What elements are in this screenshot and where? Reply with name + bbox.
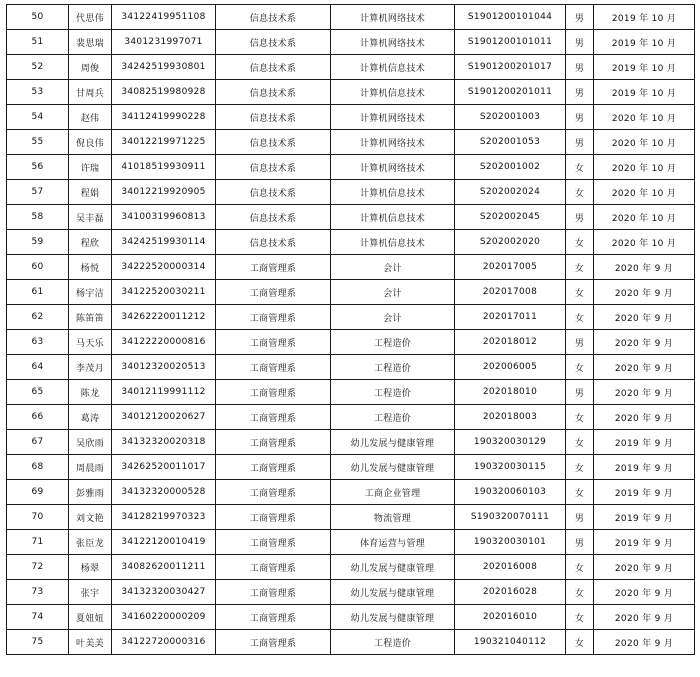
table-row bbox=[7, 405, 695, 430]
table-row bbox=[7, 280, 695, 305]
enrollment-date-cell: 2020 年 10 月 bbox=[594, 105, 695, 130]
gender-cell: 男 bbox=[566, 205, 594, 230]
department-cell: 工商管理系 bbox=[216, 480, 331, 505]
table-row bbox=[7, 205, 695, 230]
major-cell: 计算机信息技术 bbox=[331, 230, 455, 255]
enrollment-date-cell: 2019 年 9 月 bbox=[594, 430, 695, 455]
row-number-cell: 67 bbox=[7, 430, 69, 455]
major-cell: 工程造价 bbox=[331, 405, 455, 430]
table-row bbox=[7, 530, 695, 555]
student-id-cell: 190320060103 bbox=[455, 480, 566, 505]
row-number-cell: 65 bbox=[7, 380, 69, 405]
id-number-cell: 34122520030211 bbox=[112, 280, 216, 305]
table-row bbox=[7, 30, 695, 55]
enrollment-date-cell: 2020 年 9 月 bbox=[594, 555, 695, 580]
student-id-cell: S202001003 bbox=[455, 105, 566, 130]
student-id-cell: S1901200101011 bbox=[455, 30, 566, 55]
department-cell: 工商管理系 bbox=[216, 280, 331, 305]
row-number-cell: 54 bbox=[7, 105, 69, 130]
gender-cell: 女 bbox=[566, 630, 594, 655]
major-cell: 会计 bbox=[331, 255, 455, 280]
student-id-cell: 202018010 bbox=[455, 380, 566, 405]
row-number-cell: 60 bbox=[7, 255, 69, 280]
enrollment-date-cell: 2019 年 10 月 bbox=[594, 55, 695, 80]
enrollment-date-cell: 2020 年 10 月 bbox=[594, 155, 695, 180]
enrollment-date-cell: 2020 年 10 月 bbox=[594, 180, 695, 205]
department-cell: 信息技术系 bbox=[216, 130, 331, 155]
department-cell: 信息技术系 bbox=[216, 105, 331, 130]
row-number-cell: 58 bbox=[7, 205, 69, 230]
row-number-cell: 74 bbox=[7, 605, 69, 630]
table-row bbox=[7, 555, 695, 580]
department-cell: 信息技术系 bbox=[216, 80, 331, 105]
id-number-cell: 34012320020513 bbox=[112, 355, 216, 380]
gender-cell: 女 bbox=[566, 580, 594, 605]
gender-cell: 男 bbox=[566, 130, 594, 155]
id-number-cell: 34262520011017 bbox=[112, 455, 216, 480]
enrollment-date-cell: 2020 年 10 月 bbox=[594, 205, 695, 230]
student-id-cell: 202016010 bbox=[455, 605, 566, 630]
gender-cell: 男 bbox=[566, 30, 594, 55]
department-cell: 工商管理系 bbox=[216, 255, 331, 280]
row-number-cell: 70 bbox=[7, 505, 69, 530]
student-name-cell: 杨宇洁 bbox=[69, 280, 112, 305]
enrollment-date-cell: 2020 年 9 月 bbox=[594, 405, 695, 430]
student-id-cell: S202002045 bbox=[455, 205, 566, 230]
student-name-cell: 周俊 bbox=[69, 55, 112, 80]
department-cell: 信息技术系 bbox=[216, 155, 331, 180]
student-name-cell: 李茂月 bbox=[69, 355, 112, 380]
major-cell: 计算机网络技术 bbox=[331, 30, 455, 55]
table-row bbox=[7, 155, 695, 180]
student-id-cell: 202018012 bbox=[455, 330, 566, 355]
student-roster-table bbox=[6, 4, 695, 655]
table-row bbox=[7, 505, 695, 530]
department-cell: 工商管理系 bbox=[216, 355, 331, 380]
gender-cell: 女 bbox=[566, 555, 594, 580]
enrollment-date-cell: 2020 年 9 月 bbox=[594, 355, 695, 380]
student-id-cell: 202018003 bbox=[455, 405, 566, 430]
table-row bbox=[7, 355, 695, 380]
roster-body bbox=[7, 5, 695, 655]
student-name-cell: 倪良伟 bbox=[69, 130, 112, 155]
student-name-cell: 刘文艳 bbox=[69, 505, 112, 530]
table-row bbox=[7, 380, 695, 405]
table-row bbox=[7, 580, 695, 605]
row-number-cell: 69 bbox=[7, 480, 69, 505]
gender-cell: 女 bbox=[566, 255, 594, 280]
student-id-cell: 202017005 bbox=[455, 255, 566, 280]
row-number-cell: 51 bbox=[7, 30, 69, 55]
id-number-cell: 34122120010419 bbox=[112, 530, 216, 555]
major-cell: 工程造价 bbox=[331, 630, 455, 655]
id-number-cell: 34012219920905 bbox=[112, 180, 216, 205]
student-name-cell: 程欣 bbox=[69, 230, 112, 255]
row-number-cell: 75 bbox=[7, 630, 69, 655]
gender-cell: 男 bbox=[566, 505, 594, 530]
student-name-cell: 陈笛笛 bbox=[69, 305, 112, 330]
student-id-cell: 190320030101 bbox=[455, 530, 566, 555]
student-id-cell: 202006005 bbox=[455, 355, 566, 380]
table-row bbox=[7, 105, 695, 130]
row-number-cell: 64 bbox=[7, 355, 69, 380]
major-cell: 会计 bbox=[331, 305, 455, 330]
department-cell: 工商管理系 bbox=[216, 580, 331, 605]
enrollment-date-cell: 2020 年 9 月 bbox=[594, 380, 695, 405]
gender-cell: 女 bbox=[566, 605, 594, 630]
major-cell: 幼儿发展与健康管理 bbox=[331, 430, 455, 455]
major-cell: 计算机网络技术 bbox=[331, 130, 455, 155]
student-id-cell: 202017011 bbox=[455, 305, 566, 330]
major-cell: 物流管理 bbox=[331, 505, 455, 530]
gender-cell: 女 bbox=[566, 480, 594, 505]
department-cell: 信息技术系 bbox=[216, 5, 331, 30]
enrollment-date-cell: 2020 年 9 月 bbox=[594, 255, 695, 280]
department-cell: 信息技术系 bbox=[216, 55, 331, 80]
id-number-cell: 34082620011211 bbox=[112, 555, 216, 580]
student-id-cell: 190320030129 bbox=[455, 430, 566, 455]
major-cell: 工程造价 bbox=[331, 380, 455, 405]
major-cell: 会计 bbox=[331, 280, 455, 305]
department-cell: 工商管理系 bbox=[216, 405, 331, 430]
department-cell: 工商管理系 bbox=[216, 555, 331, 580]
enrollment-date-cell: 2019 年 10 月 bbox=[594, 30, 695, 55]
student-id-cell: S202001002 bbox=[455, 155, 566, 180]
gender-cell: 女 bbox=[566, 180, 594, 205]
id-number-cell: 34132320000528 bbox=[112, 480, 216, 505]
id-number-cell: 34012120020627 bbox=[112, 405, 216, 430]
id-number-cell: 34128219970323 bbox=[112, 505, 216, 530]
major-cell: 幼儿发展与健康管理 bbox=[331, 605, 455, 630]
row-number-cell: 53 bbox=[7, 80, 69, 105]
table-row bbox=[7, 605, 695, 630]
id-number-cell: 34100319960813 bbox=[112, 205, 216, 230]
student-name-cell: 许瑞 bbox=[69, 155, 112, 180]
enrollment-date-cell: 2020 年 9 月 bbox=[594, 305, 695, 330]
table-row bbox=[7, 5, 695, 30]
table-row bbox=[7, 455, 695, 480]
department-cell: 工商管理系 bbox=[216, 505, 331, 530]
enrollment-date-cell: 2020 年 9 月 bbox=[594, 580, 695, 605]
enrollment-date-cell: 2019 年 9 月 bbox=[594, 480, 695, 505]
major-cell: 幼儿发展与健康管理 bbox=[331, 555, 455, 580]
student-name-cell: 杨翠 bbox=[69, 555, 112, 580]
student-id-cell: 202016008 bbox=[455, 555, 566, 580]
row-number-cell: 55 bbox=[7, 130, 69, 155]
row-number-cell: 59 bbox=[7, 230, 69, 255]
student-name-cell: 代思伟 bbox=[69, 5, 112, 30]
department-cell: 工商管理系 bbox=[216, 630, 331, 655]
major-cell: 体育运营与管理 bbox=[331, 530, 455, 555]
department-cell: 工商管理系 bbox=[216, 305, 331, 330]
major-cell: 工程造价 bbox=[331, 330, 455, 355]
gender-cell: 男 bbox=[566, 330, 594, 355]
id-number-cell: 41018519930911 bbox=[112, 155, 216, 180]
id-number-cell: 34012319970​71 bbox=[112, 30, 216, 55]
row-number-cell: 61 bbox=[7, 280, 69, 305]
student-id-cell: S202002020 bbox=[455, 230, 566, 255]
department-cell: 信息技术系 bbox=[216, 230, 331, 255]
row-number-cell: 57 bbox=[7, 180, 69, 205]
department-cell: 工商管理系 bbox=[216, 455, 331, 480]
row-number-cell: 66 bbox=[7, 405, 69, 430]
major-cell: 幼儿发展与健康管理 bbox=[331, 455, 455, 480]
id-number-cell: 34012119991112 bbox=[112, 380, 216, 405]
enrollment-date-cell: 2020 年 9 月 bbox=[594, 605, 695, 630]
student-id-cell: 202017008 bbox=[455, 280, 566, 305]
student-roster-sheet bbox=[6, 4, 694, 655]
id-number-cell: 34122220000816 bbox=[112, 330, 216, 355]
department-cell: 信息技术系 bbox=[216, 205, 331, 230]
table-row bbox=[7, 430, 695, 455]
id-number-cell: 34222520000314 bbox=[112, 255, 216, 280]
student-name-cell: 彭雅雨 bbox=[69, 480, 112, 505]
gender-cell: 男 bbox=[566, 5, 594, 30]
row-number-cell: 56 bbox=[7, 155, 69, 180]
gender-cell: 男 bbox=[566, 380, 594, 405]
student-name-cell: 杨悦 bbox=[69, 255, 112, 280]
student-name-cell: 张宇 bbox=[69, 580, 112, 605]
id-number-cell: 34132320020318 bbox=[112, 430, 216, 455]
gender-cell: 女 bbox=[566, 455, 594, 480]
id-number-cell: 34132320030427 bbox=[112, 580, 216, 605]
student-name-cell: 赵伟 bbox=[69, 105, 112, 130]
row-number-cell: 72 bbox=[7, 555, 69, 580]
student-name-cell: 张臣龙 bbox=[69, 530, 112, 555]
enrollment-date-cell: 2019 年 10 月 bbox=[594, 5, 695, 30]
gender-cell: 男 bbox=[566, 105, 594, 130]
enrollment-date-cell: 2019 年 10 月 bbox=[594, 80, 695, 105]
student-id-cell: S1901200101044 bbox=[455, 5, 566, 30]
table-row bbox=[7, 305, 695, 330]
student-id-cell: 190321040112 bbox=[455, 630, 566, 655]
gender-cell: 女 bbox=[566, 430, 594, 455]
student-id-cell: S1901200201017 bbox=[455, 55, 566, 80]
row-number-cell: 50 bbox=[7, 5, 69, 30]
id-number-cell: 34242519930114 bbox=[112, 230, 216, 255]
table-row bbox=[7, 480, 695, 505]
major-cell: 计算机信息技术 bbox=[331, 205, 455, 230]
gender-cell: 男 bbox=[566, 55, 594, 80]
student-name-cell: 夏妞妞 bbox=[69, 605, 112, 630]
id-number-cell: 34012219971225 bbox=[112, 130, 216, 155]
row-number-cell: 73 bbox=[7, 580, 69, 605]
gender-cell: 男 bbox=[566, 80, 594, 105]
student-name-cell: 葛涛 bbox=[69, 405, 112, 430]
major-cell: 计算机网络技术 bbox=[331, 105, 455, 130]
student-name-cell: 吴欣雨 bbox=[69, 430, 112, 455]
student-id-cell: 202016028 bbox=[455, 580, 566, 605]
student-name-cell: 马天乐 bbox=[69, 330, 112, 355]
table-row bbox=[7, 130, 695, 155]
major-cell: 计算机信息技术 bbox=[331, 80, 455, 105]
enrollment-date-cell: 2020 年 10 月 bbox=[594, 130, 695, 155]
id-number-cell: 34122720000316 bbox=[112, 630, 216, 655]
gender-cell: 女 bbox=[566, 155, 594, 180]
student-name-cell: 甘周兵 bbox=[69, 80, 112, 105]
gender-cell: 女 bbox=[566, 405, 594, 430]
major-cell: 计算机信息技术 bbox=[331, 180, 455, 205]
gender-cell: 女 bbox=[566, 305, 594, 330]
table-row bbox=[7, 230, 695, 255]
id-number-cell: 34242519930801 bbox=[112, 55, 216, 80]
id-number-cell: 341224199511​08 bbox=[112, 5, 216, 30]
student-name-cell: 裴思瑞 bbox=[69, 30, 112, 55]
table-row bbox=[7, 180, 695, 205]
gender-cell: 男 bbox=[566, 530, 594, 555]
enrollment-date-cell: 2020 年 10 月 bbox=[594, 230, 695, 255]
id-number-cell: 34082519980928 bbox=[112, 80, 216, 105]
student-id-cell: S190320070111 bbox=[455, 505, 566, 530]
table-row bbox=[7, 80, 695, 105]
enrollment-date-cell: 2019 年 9 月 bbox=[594, 505, 695, 530]
major-cell: 计算机网络技术 bbox=[331, 5, 455, 30]
major-cell: 工程造价 bbox=[331, 355, 455, 380]
row-number-cell: 52 bbox=[7, 55, 69, 80]
student-name-cell: 叶美美 bbox=[69, 630, 112, 655]
student-id-cell: 190320030115 bbox=[455, 455, 566, 480]
department-cell: 工商管理系 bbox=[216, 605, 331, 630]
id-number-cell: 34262220011212 bbox=[112, 305, 216, 330]
major-cell: 计算机网络技术 bbox=[331, 155, 455, 180]
table-row bbox=[7, 55, 695, 80]
department-cell: 工商管理系 bbox=[216, 430, 331, 455]
department-cell: 信息技术系 bbox=[216, 180, 331, 205]
major-cell: 幼儿发展与健康管理 bbox=[331, 580, 455, 605]
department-cell: 工商管理系 bbox=[216, 380, 331, 405]
major-cell: 工商企业管理 bbox=[331, 480, 455, 505]
department-cell: 工商管理系 bbox=[216, 330, 331, 355]
student-name-cell: 吴丰磊 bbox=[69, 205, 112, 230]
gender-cell: 女 bbox=[566, 230, 594, 255]
id-number-cell: 34160220000209 bbox=[112, 605, 216, 630]
table-row bbox=[7, 630, 695, 655]
student-id-cell: S202001053 bbox=[455, 130, 566, 155]
table-row bbox=[7, 330, 695, 355]
gender-cell: 女 bbox=[566, 280, 594, 305]
enrollment-date-cell: 2019 年 9 月 bbox=[594, 455, 695, 480]
enrollment-date-cell: 2020 年 9 月 bbox=[594, 280, 695, 305]
enrollment-date-cell: 2020 年 9 月 bbox=[594, 630, 695, 655]
student-id-cell: S202002024 bbox=[455, 180, 566, 205]
student-name-cell: 周晨雨 bbox=[69, 455, 112, 480]
table-row bbox=[7, 255, 695, 280]
department-cell: 信息技术系 bbox=[216, 30, 331, 55]
enrollment-date-cell: 2020 年 9 月 bbox=[594, 330, 695, 355]
student-name-cell: 陈龙 bbox=[69, 380, 112, 405]
student-id-cell: S1901200201011 bbox=[455, 80, 566, 105]
enrollment-date-cell: 2019 年 9 月 bbox=[594, 530, 695, 555]
row-number-cell: 68 bbox=[7, 455, 69, 480]
gender-cell: 女 bbox=[566, 355, 594, 380]
major-cell: 计算机信息技术 bbox=[331, 55, 455, 80]
id-number-cell: 34112419990228 bbox=[112, 105, 216, 130]
department-cell: 工商管理系 bbox=[216, 530, 331, 555]
row-number-cell: 71 bbox=[7, 530, 69, 555]
row-number-cell: 62 bbox=[7, 305, 69, 330]
student-name-cell: 程娟 bbox=[69, 180, 112, 205]
row-number-cell: 63 bbox=[7, 330, 69, 355]
